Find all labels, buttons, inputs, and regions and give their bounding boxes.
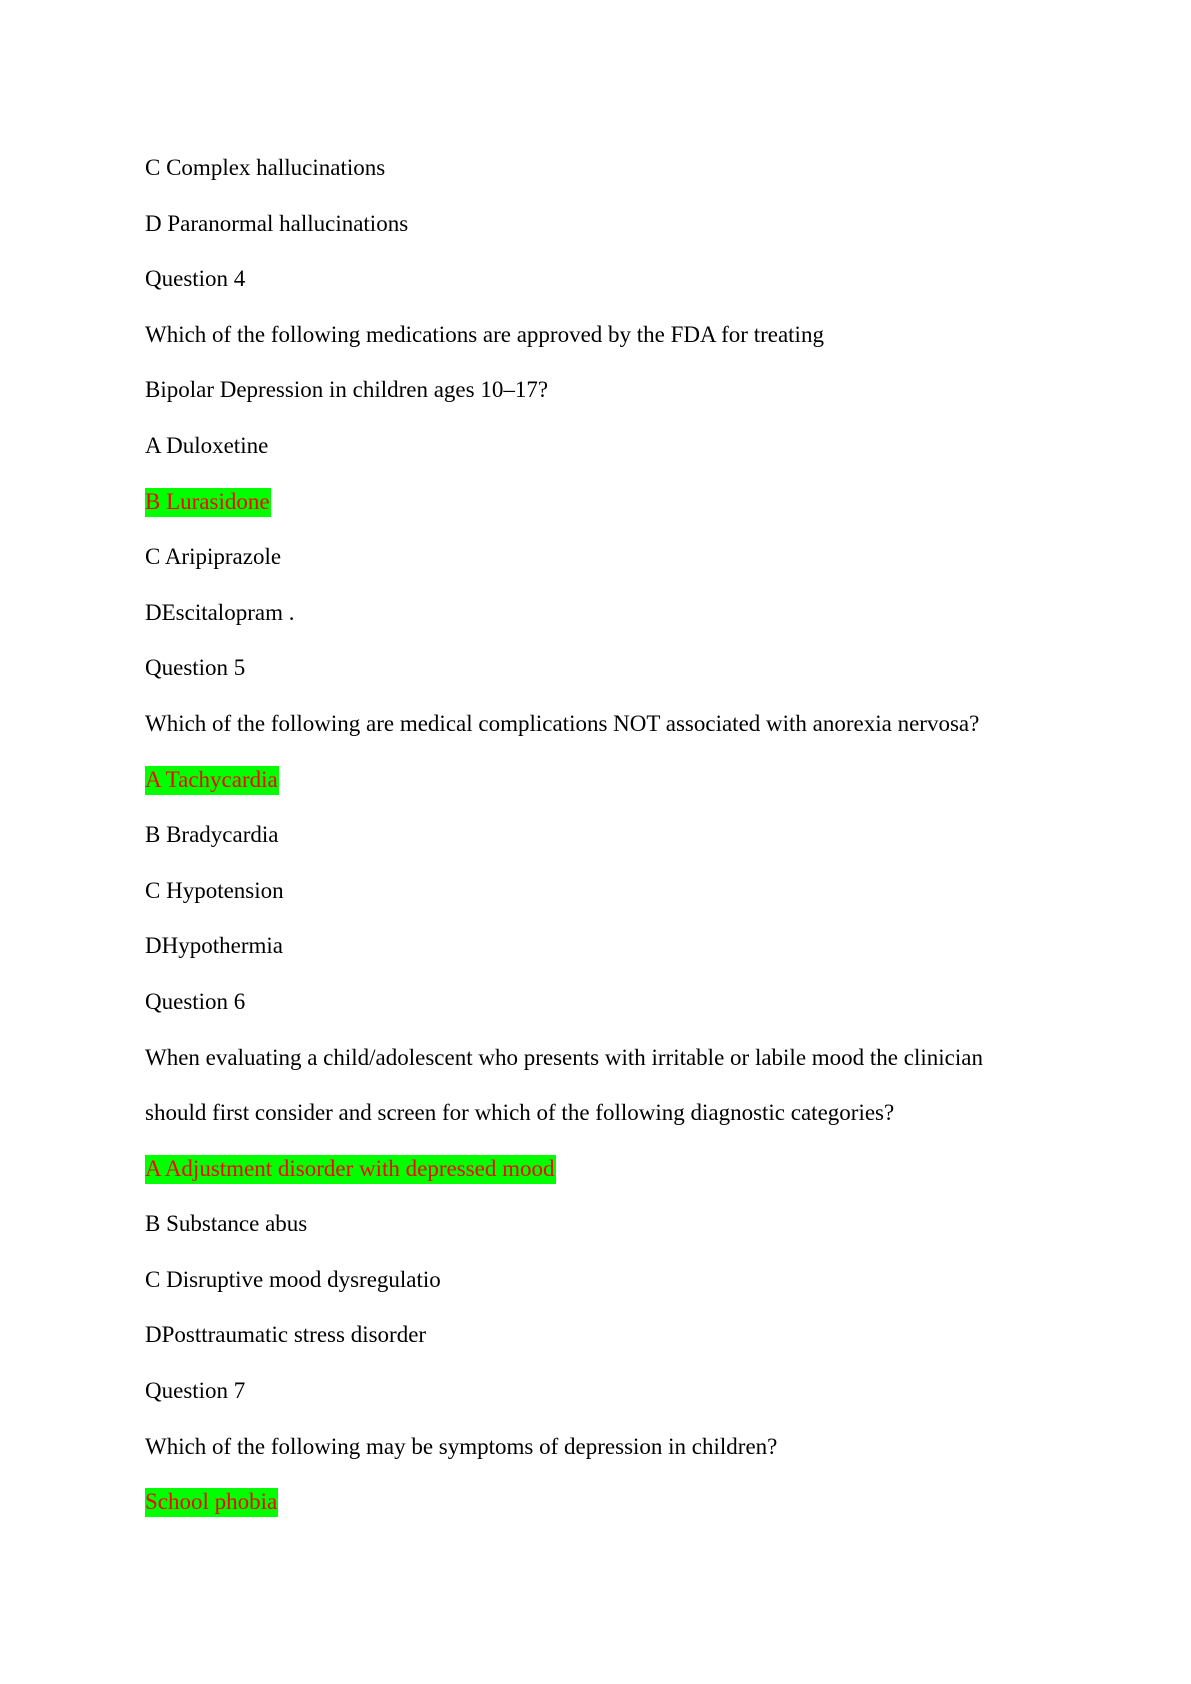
option-q7-highlighted-answer [145,1474,1065,1530]
option-b-q6: B Substance abus [145,1211,308,1237]
option-c-q5: C Hypotension [145,877,284,903]
option-d-q4: DEscitalopram . [145,599,295,625]
option-b-q5: B Bradycardia [145,822,279,848]
option-d-q5: DHypothermia [145,933,283,959]
question-7-heading: Question 7 [145,1378,246,1404]
question-5-text: Which of the following are medical complications NOT associated with anorexia nervosa? [145,710,980,736]
question-6-text-line-2: should first consider and screen for which of the following diagnostic categories? [145,1100,895,1126]
option-c-q3: C Complex hallucinations [145,155,386,180]
option-c-q4: C Aripiprazole [145,544,282,570]
question-4-text-line-1: Which of the following medications are approved by the FDA for treating [145,321,824,347]
question-6-heading: Question 6 [145,988,246,1014]
option-c-q6: C Disruptive mood dysregulatio [145,1266,441,1292]
answer-highlight: B Lurasidone [145,488,271,517]
option-a-q6-highlighted-answer [145,1141,1065,1197]
question-4-heading: Question 4 [145,266,246,292]
answer-highlight: School phobia [145,1488,278,1517]
option-a-q5-highlighted-answer [145,752,1065,808]
question-6-text-line-1: When evaluating a child/adolescent who presents with irritable or labile mood the clinician [145,1044,983,1070]
answer-highlight: A Adjustment disorder with depressed mood [145,1155,556,1184]
question-5-heading: Question 5 [145,655,246,681]
option-d-q3: D Paranormal hallucinations [145,210,409,236]
document-body [145,140,1065,1530]
option-a-q4: A Duloxetine [145,432,269,458]
question-4-text-line-2: Bipolar Depression in children ages 10–17? [145,377,549,403]
answer-highlight: A Tachycardia [145,766,279,795]
option-d-q6: DPosttraumatic stress disorder [145,1322,427,1348]
option-b-q4-highlighted-answer [145,474,1065,530]
question-7-text: Which of the following may be symptoms of depression in children? [145,1433,778,1459]
